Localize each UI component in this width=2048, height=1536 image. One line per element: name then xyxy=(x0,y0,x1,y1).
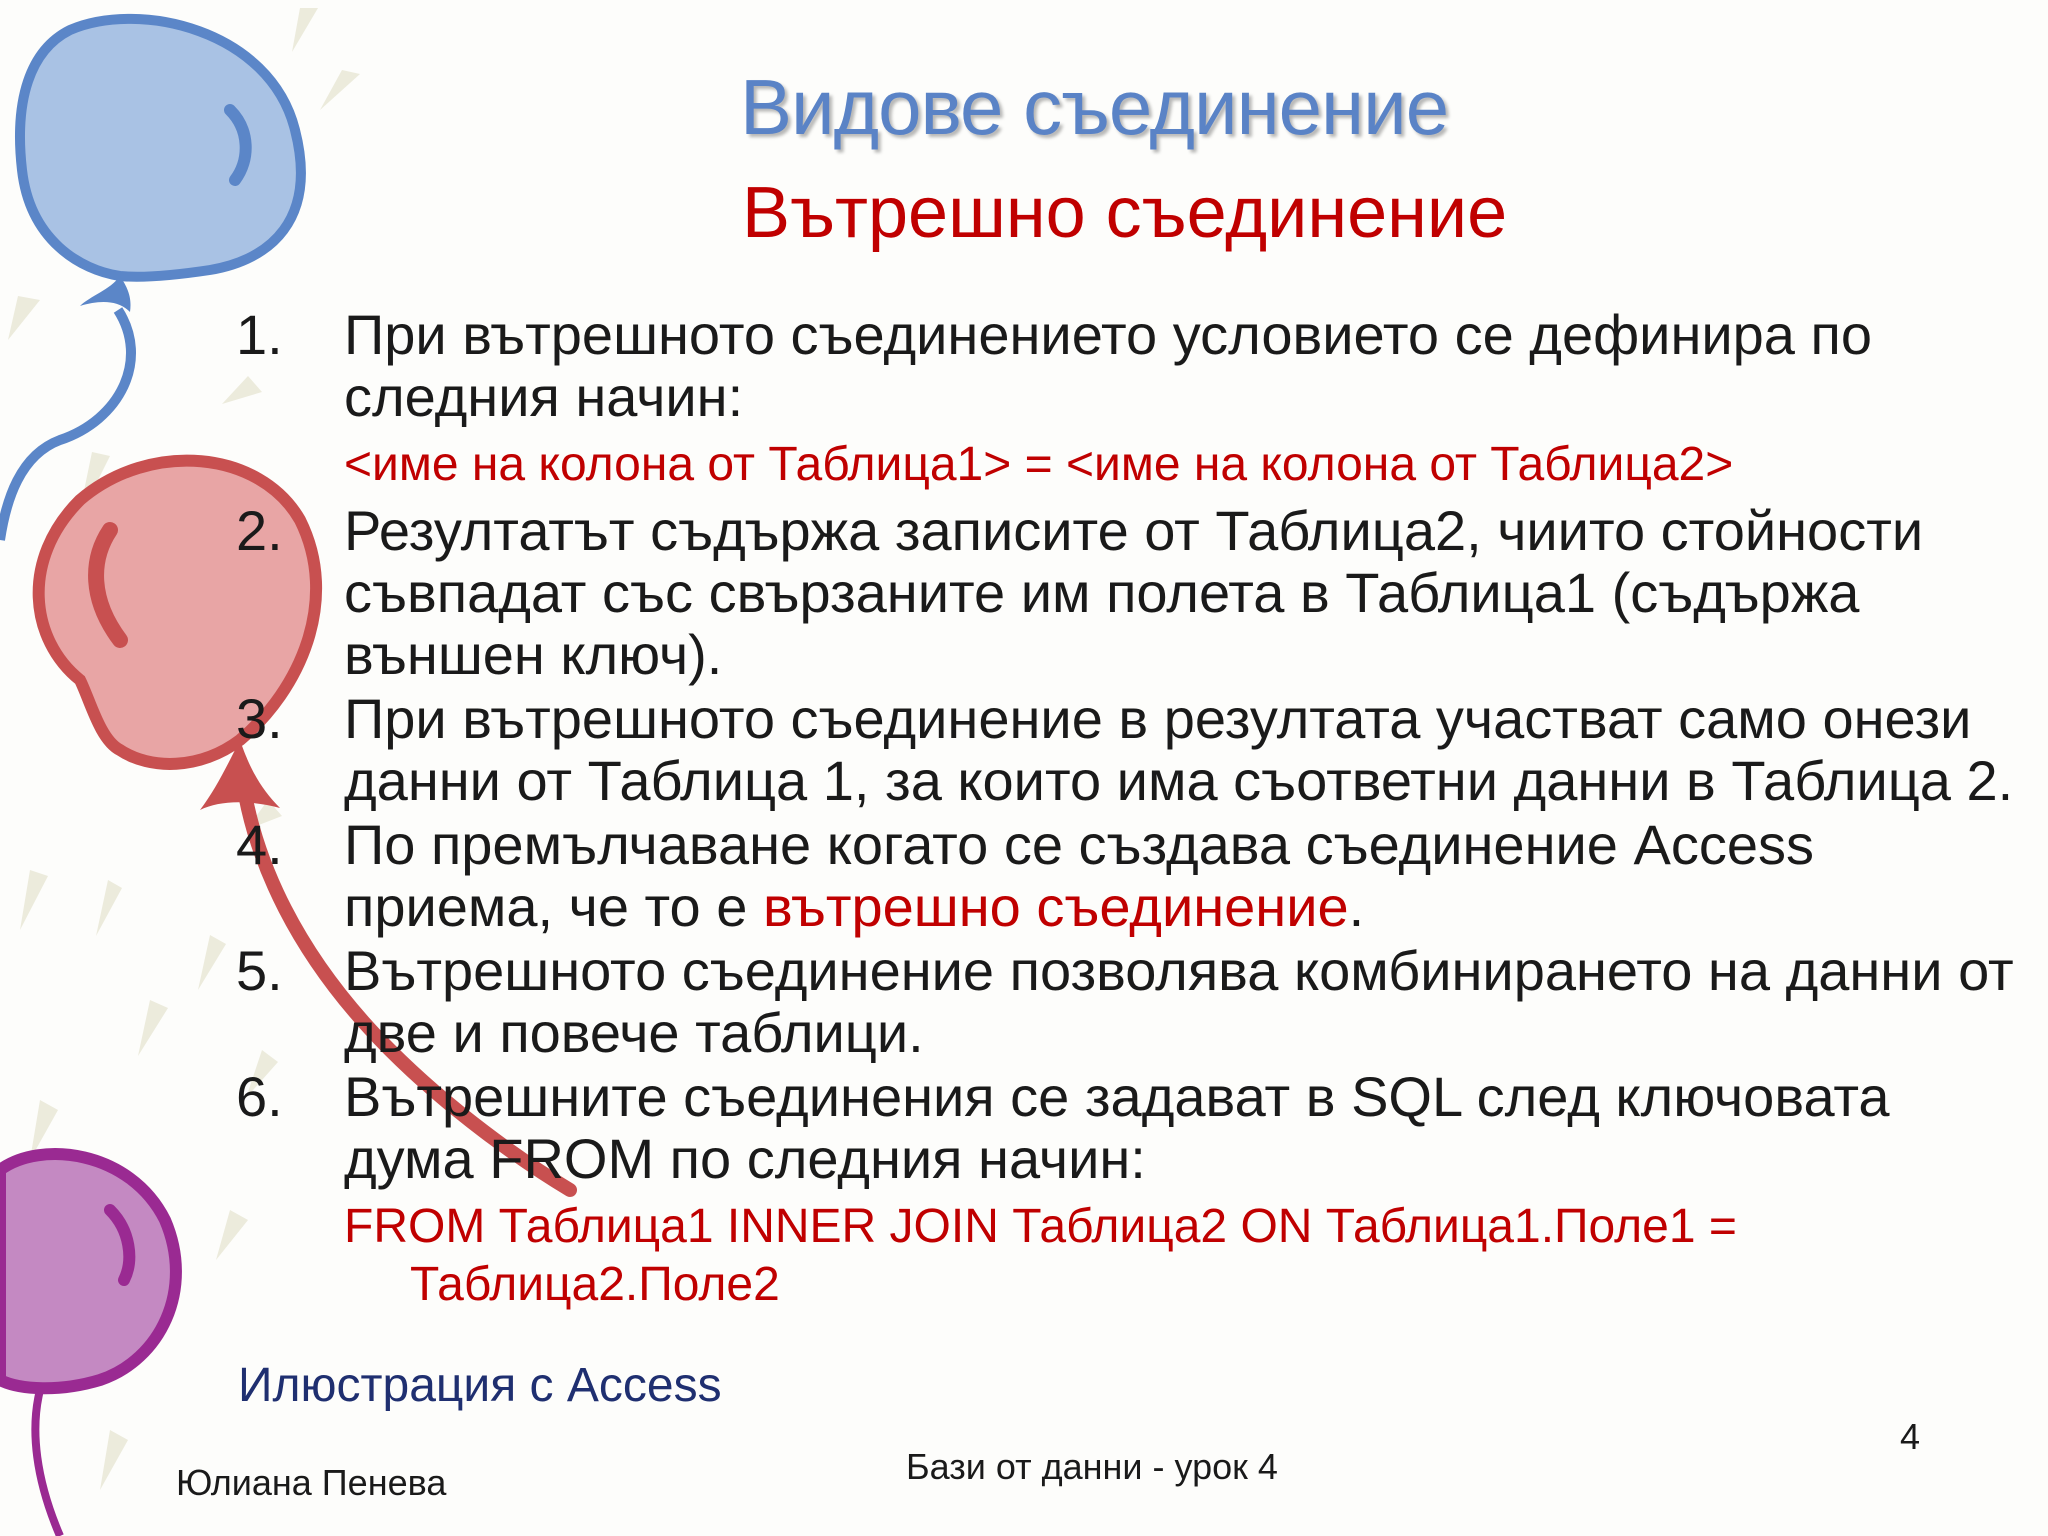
footer-author: Юлиана Пенева xyxy=(176,1462,447,1503)
slide-title: Видове съединение xyxy=(740,63,1449,151)
list-item-text-end: . xyxy=(1348,875,1365,938)
purple-balloon xyxy=(0,1154,176,1536)
sql-join-syntax xyxy=(236,1198,2016,1314)
highlighted-term: вътрешно съединение xyxy=(762,875,1349,938)
slide-subtitle: Вътрешно съединение xyxy=(742,173,1508,253)
list-item-text: По премълчаване когато се създава съединение Access приема, че то е xyxy=(344,813,1814,938)
list-item-text: При вътрешното съединението условието се дефинира по следния начин: xyxy=(344,303,1872,428)
list-item-number: 6. xyxy=(236,1065,283,1128)
join-condition-syntax: <име на колона от Таблица1> = <име на колона от Таблица2> xyxy=(344,438,1734,491)
list-item-number: 4. xyxy=(236,813,283,876)
list-item-number: 5. xyxy=(236,939,283,1002)
list-item-text: Вътрешните съединения се задават в SQL след ключовата дума FROM по следния начин: xyxy=(344,1065,1890,1190)
list-item-text: Резултатът съдържа записите от Таблица2, чиито стойности съвпадат със свързаните им полета в Таблица1 (съдържа външен ключ). xyxy=(344,499,1924,686)
page-number: 4 xyxy=(1900,1416,1921,1457)
list-item-text: При вътрешното съединение в резултата участват само онези данни от Таблица 1, за които има съответни данни в Таблица 2. xyxy=(344,687,2014,812)
list-item xyxy=(236,814,2016,938)
list-item-number: 1. xyxy=(236,303,283,366)
list-item xyxy=(236,500,2016,686)
list-item xyxy=(236,304,2016,428)
list-item-number: 3. xyxy=(236,687,283,750)
access-illustration-link[interactable]: Илюстрация с Access xyxy=(238,1359,722,1412)
list-item xyxy=(236,940,2016,1064)
list-item-text: Вътрешното съединение позволява комбинирането на данни от две и повече таблици. xyxy=(344,939,2014,1064)
numbered-list xyxy=(236,304,2016,1314)
sql-join-line-1: FROM Таблица1 INNER JOIN Таблица2 ON Таблица1.Поле1 = xyxy=(344,1200,1737,1253)
footer-course: Бази от данни - урок 4 xyxy=(906,1446,1278,1487)
list-item xyxy=(236,1066,2016,1190)
list-item-number: 2. xyxy=(236,499,283,562)
list-item xyxy=(236,688,2016,812)
sql-join-line-2: Таблица2.Поле2 xyxy=(410,1258,780,1311)
